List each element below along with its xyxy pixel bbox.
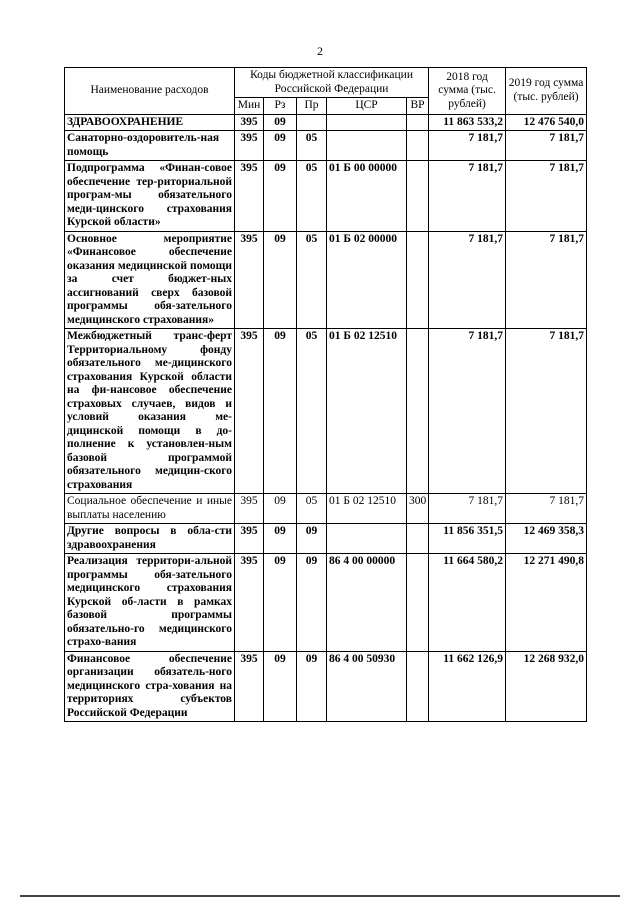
table-row bbox=[65, 131, 587, 161]
cell-rz: 09 bbox=[264, 651, 297, 722]
cell-pr: 09 bbox=[297, 651, 327, 722]
cell-csr: 01 Б 02 12510 bbox=[327, 329, 407, 494]
bottom-rule bbox=[20, 895, 620, 897]
cell-name: ЗДРАВООХРАНЕНИЕ bbox=[65, 114, 235, 131]
cell-pr: 05 bbox=[297, 231, 327, 329]
cell-csr bbox=[327, 114, 407, 131]
header-2018: 2018 год сумма (тыс. рублей) bbox=[429, 68, 506, 115]
budget-table bbox=[64, 67, 587, 722]
cell-vr bbox=[407, 114, 429, 131]
cell-vr bbox=[407, 131, 429, 161]
cell-2019: 7 181,7 bbox=[506, 161, 587, 232]
cell-min: 395 bbox=[235, 329, 264, 494]
cell-csr bbox=[327, 524, 407, 554]
cell-2019: 7 181,7 bbox=[506, 131, 587, 161]
cell-rz: 09 bbox=[264, 131, 297, 161]
cell-rz: 09 bbox=[264, 494, 297, 524]
cell-2019: 12 271 490,8 bbox=[506, 554, 587, 652]
cell-name: Межбюджетный транс-ферт Территориальному фонду обязательного ме-дицинского страхования Курской области на фи-нансовое обеспечение страховых случаев, видов и условий оказания ме-дицинской помощи в до-полнение к установлен-ным базовой программой обязательного медицин-ского страхования bbox=[65, 329, 235, 494]
header-name: Наименование расходов bbox=[65, 68, 235, 115]
cell-2018: 11 856 351,5 bbox=[429, 524, 506, 554]
header-csr: ЦСР bbox=[327, 98, 407, 115]
cell-csr: 01 Б 02 12510 bbox=[327, 494, 407, 524]
cell-pr: 05 bbox=[297, 131, 327, 161]
cell-name: Социальное обеспечение и иные выплаты населению bbox=[65, 494, 235, 524]
cell-2018: 7 181,7 bbox=[429, 231, 506, 329]
cell-name: Финансовое обеспечение организации обязатель-ного медицинского стра-хования на территориях субъектов Российской Федерации bbox=[65, 651, 235, 722]
cell-pr: 09 bbox=[297, 554, 327, 652]
cell-csr: 86 4 00 00000 bbox=[327, 554, 407, 652]
cell-pr: 05 bbox=[297, 329, 327, 494]
cell-vr bbox=[407, 329, 429, 494]
table-row bbox=[65, 651, 587, 722]
cell-2019: 12 469 358,3 bbox=[506, 524, 587, 554]
cell-2019: 7 181,7 bbox=[506, 494, 587, 524]
cell-2018: 7 181,7 bbox=[429, 161, 506, 232]
cell-rz: 09 bbox=[264, 161, 297, 232]
header-codes-group: Коды бюджетной классификации Российской Федерации bbox=[235, 68, 429, 98]
cell-min: 395 bbox=[235, 114, 264, 131]
cell-name: Санаторно-оздоровитель-ная помощь bbox=[65, 131, 235, 161]
cell-min: 395 bbox=[235, 161, 264, 232]
cell-min: 395 bbox=[235, 131, 264, 161]
cell-min: 395 bbox=[235, 651, 264, 722]
table-row bbox=[65, 161, 587, 232]
cell-name: Основное мероприятие «Финансовое обеспечение оказания медицинской помощи за счет бюджет-ных ассигнований сверх базовой программы обя-зательного медицинского страхования» bbox=[65, 231, 235, 329]
cell-vr: 300 bbox=[407, 494, 429, 524]
cell-pr: 05 bbox=[297, 494, 327, 524]
cell-vr bbox=[407, 231, 429, 329]
cell-pr: 05 bbox=[297, 161, 327, 232]
cell-2019: 7 181,7 bbox=[506, 231, 587, 329]
table-row bbox=[65, 114, 587, 131]
header-2019: 2019 год сумма (тыс. рублей) bbox=[506, 68, 587, 115]
cell-name: Другие вопросы в обла-сти здравоохранения bbox=[65, 524, 235, 554]
cell-2018: 7 181,7 bbox=[429, 131, 506, 161]
cell-min: 395 bbox=[235, 524, 264, 554]
cell-rz: 09 bbox=[264, 231, 297, 329]
cell-rz: 09 bbox=[264, 524, 297, 554]
cell-name: Реализация территори-альной программы обя-зательного медицинского страхования Курской об-ласти в рамках базовой программы обязательно-го медицинского страхо-вания bbox=[65, 554, 235, 652]
cell-csr: 01 Б 00 00000 bbox=[327, 161, 407, 232]
table-row bbox=[65, 554, 587, 652]
cell-pr: 09 bbox=[297, 524, 327, 554]
cell-min: 395 bbox=[235, 554, 264, 652]
cell-rz: 09 bbox=[264, 329, 297, 494]
cell-csr: 86 4 00 50930 bbox=[327, 651, 407, 722]
cell-2018: 11 863 533,2 bbox=[429, 114, 506, 131]
cell-min: 395 bbox=[235, 231, 264, 329]
cell-2019: 12 268 932,0 bbox=[506, 651, 587, 722]
cell-vr bbox=[407, 524, 429, 554]
cell-csr: 01 Б 02 00000 bbox=[327, 231, 407, 329]
cell-pr bbox=[297, 114, 327, 131]
cell-vr bbox=[407, 651, 429, 722]
cell-csr bbox=[327, 131, 407, 161]
cell-name: Подпрограмма «Финан-совое обеспечение тер-риториальной програм-мы обязательного меди-цинского страхования Курской области» bbox=[65, 161, 235, 232]
header-vr: ВР bbox=[407, 98, 429, 115]
table-row bbox=[65, 329, 587, 494]
header-pr: Пр bbox=[297, 98, 327, 115]
page-number: 2 bbox=[317, 44, 323, 58]
table-row bbox=[65, 494, 587, 524]
header-rz: Рз bbox=[264, 98, 297, 115]
cell-2019: 7 181,7 bbox=[506, 329, 587, 494]
cell-2019: 12 476 540,0 bbox=[506, 114, 587, 131]
cell-min: 395 bbox=[235, 494, 264, 524]
cell-2018: 11 662 126,9 bbox=[429, 651, 506, 722]
cell-rz: 09 bbox=[264, 554, 297, 652]
table-row bbox=[65, 524, 587, 554]
cell-vr bbox=[407, 554, 429, 652]
cell-vr bbox=[407, 161, 429, 232]
table-body bbox=[65, 114, 587, 722]
header-min: Мин bbox=[235, 98, 264, 115]
cell-2018: 7 181,7 bbox=[429, 329, 506, 494]
cell-2018: 11 664 580,2 bbox=[429, 554, 506, 652]
cell-2018: 7 181,7 bbox=[429, 494, 506, 524]
table-row bbox=[65, 231, 587, 329]
cell-rz: 09 bbox=[264, 114, 297, 131]
